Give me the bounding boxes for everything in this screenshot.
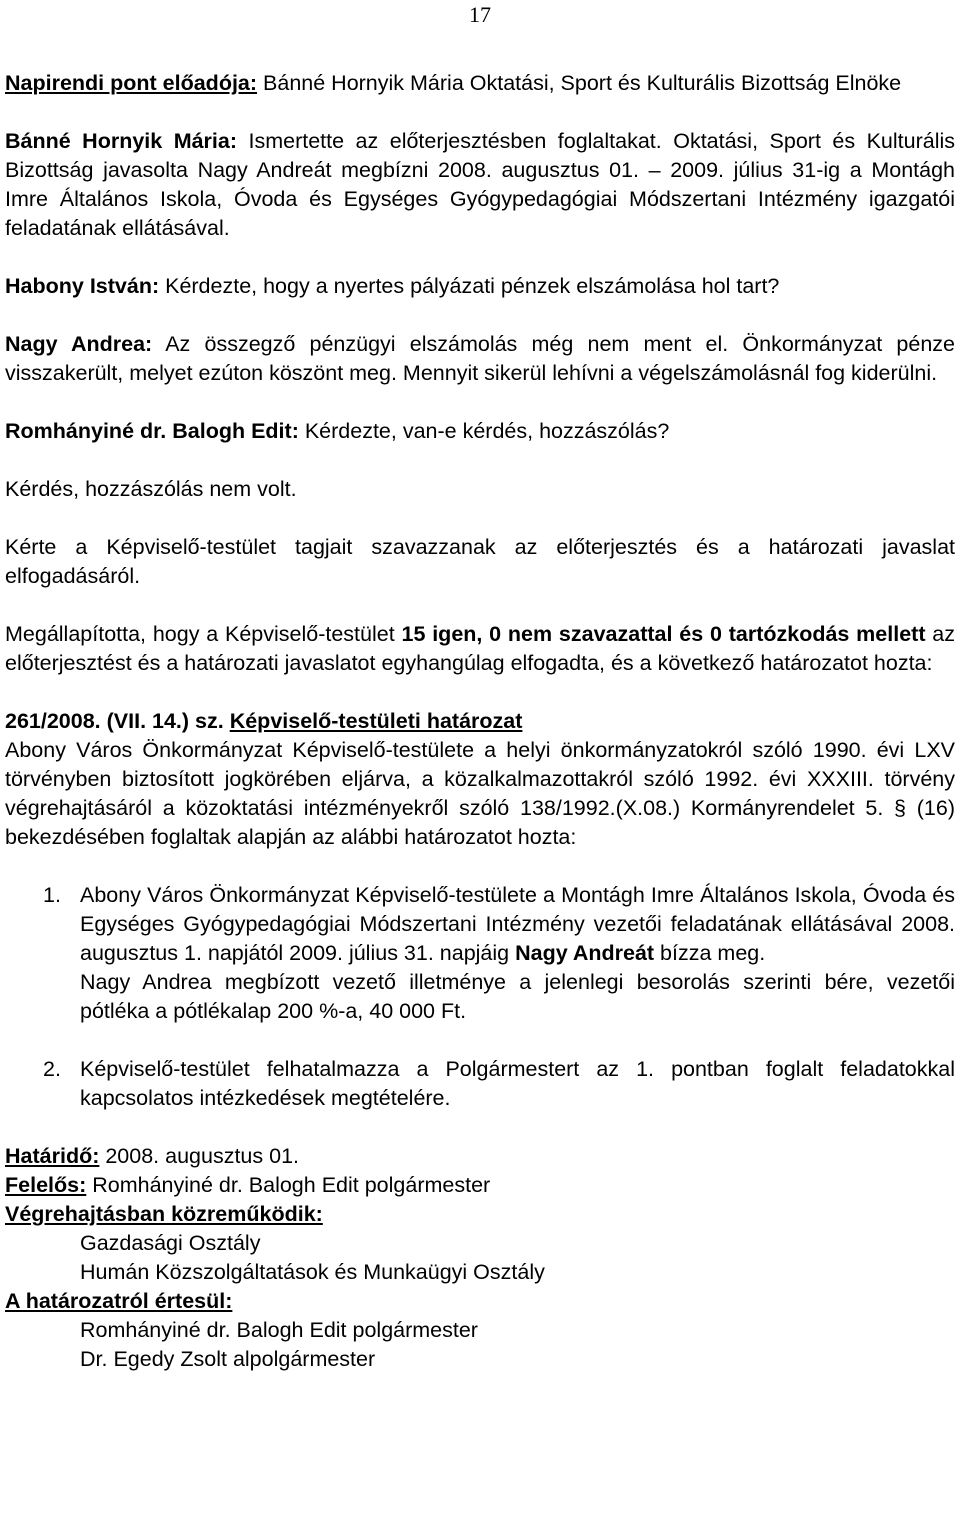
speaker-paragraph-1 bbox=[5, 127, 955, 243]
vote-request-paragraph: Kérte a Képviselő-testület tagjait szavazzanak az előterjesztés és a határozati javaslat elfogadásáról. bbox=[5, 535, 955, 588]
item-text: Abony Város Önkormányzat Képviselő-testülete a Montágh Imre Általános Iskola, Óvoda és Egységes Gyógypedagógiai Módszertani Intézmény vezetői feladatának ellátásával 2008. augusztus 1. napjától 2009. július 31. napjáig bbox=[80, 883, 955, 965]
notified-label: A határozatról értesül: bbox=[5, 1289, 233, 1313]
item-text: Képviselő-testület felhatalmazza a Polgármestert az 1. pontban foglalt feladatokkal kapcsolatos intézkedések megtételére. bbox=[80, 1057, 955, 1110]
resolution-item bbox=[5, 1055, 955, 1113]
item-text-after: bízza meg. bbox=[654, 941, 766, 965]
agenda-label: Napirendi pont előadója: bbox=[5, 71, 258, 95]
item-extra: Nagy Andrea megbízott vezető illetménye a jelenlegi besorolás szerinti bére, vezetői pótléka a pótlékalap 200 %-a, 40 000 Ft. bbox=[80, 970, 955, 1023]
speaker-text: Az összegző pénzügyi elszámolás még nem ment el. Önkormányzat pénze visszakerült, melyet ezúton köszönt meg. Mennyit sikerül lehívni a végelszámolásnál fog kiderülni. bbox=[5, 332, 955, 385]
speaker-paragraph-2 bbox=[5, 272, 955, 301]
vote-result-counts: 15 igen, 0 nem szavazattal és 0 tartózkodás mellett bbox=[401, 622, 926, 646]
resolution-number: 261/2008. (VII. 14.) sz. bbox=[5, 709, 224, 733]
cooperation-entry: Humán Közszolgáltatások és Munkaügyi Osztály bbox=[80, 1260, 545, 1284]
document-body bbox=[5, 69, 955, 1374]
speaker-paragraph-3 bbox=[5, 330, 955, 388]
deadline-label: Határidő: bbox=[5, 1144, 100, 1168]
speaker-name: Bánné Hornyik Mária: bbox=[5, 129, 238, 153]
deadline-value: 2008. augusztus 01. bbox=[99, 1144, 299, 1168]
resolution-title: Képviselő-testületi határozat bbox=[229, 709, 523, 733]
cooperation-label-line bbox=[5, 1200, 955, 1229]
vote-result-post: az előterjesztést és a határozati javaslatot egyhangúlag elfogadta, és a következő határozatot hozta: bbox=[5, 622, 955, 675]
item-bold-name: Nagy Andreát bbox=[515, 941, 655, 965]
speaker-name: Nagy Andrea: bbox=[5, 332, 153, 356]
item-number: 1. bbox=[43, 883, 61, 907]
responsible-value: Romhányiné dr. Balogh Edit polgármester bbox=[86, 1173, 491, 1197]
speaker-text: Ismertette az előterjesztésben foglaltakat. Oktatási, Sport és Kulturális Bizottság javasolta Nagy Andreát megbízni 2008. augusztus 01. – 2009. július 31-ig a Montágh Imre Általános Iskola, Óvoda és Egységes Gyógypedagógiai Módszertani Intézmény igazgatói feladatának ellátásával. bbox=[5, 129, 955, 240]
agenda-text: Bánné Hornyik Mária Oktatási, Sport és Kulturális Bizottság Elnöke bbox=[257, 71, 902, 95]
item-number: 2. bbox=[43, 1057, 61, 1081]
vote-result-pre: Megállapította, hogy a Képviselő-testület bbox=[5, 622, 402, 646]
resolution-body: Abony Város Önkormányzat Képviselő-testülete a helyi önkormányzatokról szóló 1990. évi LXV törvényben biztosított jogkörében eljárva, a közalkalmazottakról szóló 1992. évi XXXIII. törvény végrehajtásáról a közoktatási intézményekről szóló 138/1992.(X.08.) Kormányrendelet 5. § (16) bekezdésében foglaltak alapján az alábbi határozatot hozta: bbox=[5, 738, 955, 849]
page-number: 17 bbox=[469, 2, 491, 27]
vote-result-paragraph bbox=[5, 620, 955, 678]
speaker-name: Romhányiné dr. Balogh Edit: bbox=[5, 419, 299, 443]
agenda-paragraph bbox=[5, 69, 955, 98]
speaker-text: Kérdezte, hogy a nyertes pályázati pénzek elszámolása hol tart? bbox=[159, 274, 780, 298]
cooperation-label: Végrehajtásban közreműködik: bbox=[5, 1202, 323, 1226]
resolution-item bbox=[5, 881, 955, 1026]
cooperation-entry: Gazdasági Osztály bbox=[80, 1231, 261, 1255]
responsible-line bbox=[5, 1171, 955, 1200]
notified-entry: Dr. Egedy Zsolt alpolgármester bbox=[80, 1347, 376, 1371]
speaker-text: Kérdezte, van-e kérdés, hozzászólás? bbox=[298, 419, 670, 443]
notified-label-line bbox=[5, 1287, 955, 1316]
speaker-name: Habony István: bbox=[5, 274, 160, 298]
deadline-line bbox=[5, 1142, 955, 1171]
notified-entry: Romhányiné dr. Balogh Edit polgármester bbox=[80, 1318, 478, 1342]
resolution-items bbox=[5, 881, 955, 1113]
speaker-paragraph-4 bbox=[5, 417, 955, 446]
resolution-heading bbox=[5, 707, 955, 736]
no-questions-paragraph: Kérdés, hozzászólás nem volt. bbox=[5, 477, 297, 501]
responsible-label: Felelős: bbox=[5, 1173, 87, 1197]
